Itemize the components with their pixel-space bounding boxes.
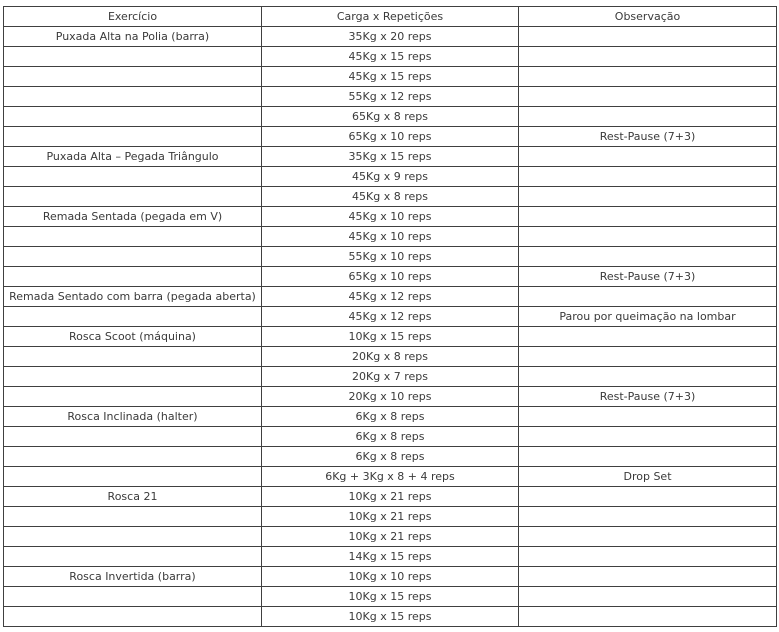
load-reps-cell: 55Kg x 10 reps: [262, 247, 519, 267]
observation-cell: Rest-Pause (7+3): [519, 267, 777, 287]
load-reps-cell: 20Kg x 7 reps: [262, 367, 519, 387]
load-reps-cell: 20Kg x 8 reps: [262, 347, 519, 367]
observation-cell: [519, 367, 777, 387]
load-reps-cell: 6Kg x 8 reps: [262, 427, 519, 447]
exercise-cell: Rosca Invertida (barra): [4, 567, 262, 587]
load-reps-cell: 45Kg x 15 reps: [262, 67, 519, 87]
exercise-cell: Remada Sentada (pegada em V): [4, 207, 262, 227]
observation-cell: Rest-Pause (7+3): [519, 127, 777, 147]
load-reps-cell: 45Kg x 10 reps: [262, 227, 519, 247]
observation-cell: [519, 507, 777, 527]
workout-log-table: [3, 6, 777, 627]
observation-cell: [519, 47, 777, 67]
exercise-cell: [4, 387, 262, 407]
table-row: [4, 607, 777, 627]
table-row: [4, 207, 777, 227]
load-reps-cell: 20Kg x 10 reps: [262, 387, 519, 407]
observation-cell: [519, 607, 777, 627]
table-header-row: [4, 7, 777, 27]
load-reps-cell: 35Kg x 20 reps: [262, 27, 519, 47]
table-row: [4, 167, 777, 187]
table-row: [4, 427, 777, 447]
load-reps-cell: 45Kg x 9 reps: [262, 167, 519, 187]
exercise-cell: Rosca 21: [4, 487, 262, 507]
exercise-cell: [4, 447, 262, 467]
exercise-cell: [4, 227, 262, 247]
load-reps-cell: 45Kg x 15 reps: [262, 47, 519, 67]
load-reps-cell: 10Kg x 15 reps: [262, 607, 519, 627]
load-reps-cell: 45Kg x 10 reps: [262, 207, 519, 227]
observation-cell: [519, 167, 777, 187]
observation-cell: [519, 187, 777, 207]
observation-cell: [519, 107, 777, 127]
table-row: [4, 547, 777, 567]
load-reps-cell: 10Kg x 15 reps: [262, 327, 519, 347]
table-row: [4, 327, 777, 347]
table-row: [4, 407, 777, 427]
table-row: [4, 147, 777, 167]
table-row: [4, 127, 777, 147]
load-reps-cell: 65Kg x 10 reps: [262, 127, 519, 147]
exercise-cell: [4, 187, 262, 207]
table-row: [4, 567, 777, 587]
observation-cell: [519, 27, 777, 47]
observation-cell: [519, 407, 777, 427]
observation-cell: [519, 287, 777, 307]
load-reps-cell: 10Kg x 21 reps: [262, 527, 519, 547]
table-row: [4, 107, 777, 127]
observation-cell: [519, 567, 777, 587]
load-reps-cell: 10Kg x 10 reps: [262, 567, 519, 587]
table-row: [4, 527, 777, 547]
load-reps-cell: 55Kg x 12 reps: [262, 87, 519, 107]
table-row: [4, 27, 777, 47]
header-exercise: Exercício: [4, 7, 262, 27]
observation-cell: [519, 587, 777, 607]
load-reps-cell: 45Kg x 12 reps: [262, 287, 519, 307]
load-reps-cell: 6Kg x 8 reps: [262, 447, 519, 467]
exercise-cell: [4, 247, 262, 267]
table-row: [4, 487, 777, 507]
table-row: [4, 267, 777, 287]
observation-cell: [519, 547, 777, 567]
exercise-cell: [4, 367, 262, 387]
header-observation: Observação: [519, 7, 777, 27]
exercise-cell: Puxada Alta – Pegada Triângulo: [4, 147, 262, 167]
load-reps-cell: 6Kg x 8 reps: [262, 407, 519, 427]
load-reps-cell: 14Kg x 15 reps: [262, 547, 519, 567]
observation-cell: [519, 147, 777, 167]
observation-cell: Parou por queimação na lombar: [519, 307, 777, 327]
exercise-cell: [4, 47, 262, 67]
load-reps-cell: 65Kg x 10 reps: [262, 267, 519, 287]
table-row: [4, 287, 777, 307]
observation-cell: [519, 67, 777, 87]
exercise-cell: [4, 307, 262, 327]
observation-cell: [519, 247, 777, 267]
observation-cell: [519, 227, 777, 247]
exercise-cell: [4, 267, 262, 287]
observation-cell: [519, 527, 777, 547]
exercise-cell: [4, 347, 262, 367]
table-row: [4, 247, 777, 267]
exercise-cell: Puxada Alta na Polia (barra): [4, 27, 262, 47]
table-row: [4, 67, 777, 87]
exercise-cell: [4, 127, 262, 147]
exercise-cell: Rosca Scoot (máquina): [4, 327, 262, 347]
table-row: [4, 587, 777, 607]
exercise-cell: [4, 547, 262, 567]
observation-cell: [519, 207, 777, 227]
observation-cell: Rest-Pause (7+3): [519, 387, 777, 407]
table-row: [4, 467, 777, 487]
table-row: [4, 47, 777, 67]
table-row: [4, 187, 777, 207]
observation-cell: [519, 327, 777, 347]
exercise-cell: [4, 507, 262, 527]
table-row: [4, 87, 777, 107]
exercise-cell: [4, 427, 262, 447]
table-row: [4, 347, 777, 367]
load-reps-cell: 6Kg + 3Kg x 8 + 4 reps: [262, 467, 519, 487]
exercise-cell: [4, 87, 262, 107]
load-reps-cell: 10Kg x 21 reps: [262, 507, 519, 527]
load-reps-cell: 45Kg x 12 reps: [262, 307, 519, 327]
load-reps-cell: 10Kg x 21 reps: [262, 487, 519, 507]
exercise-cell: Remada Sentado com barra (pegada aberta): [4, 287, 262, 307]
exercise-cell: [4, 67, 262, 87]
table-row: [4, 227, 777, 247]
table-row: [4, 507, 777, 527]
exercise-cell: [4, 167, 262, 187]
exercise-cell: [4, 587, 262, 607]
observation-cell: [519, 427, 777, 447]
observation-cell: [519, 87, 777, 107]
observation-cell: Drop Set: [519, 467, 777, 487]
load-reps-cell: 65Kg x 8 reps: [262, 107, 519, 127]
exercise-cell: [4, 607, 262, 627]
observation-cell: [519, 347, 777, 367]
table-row: [4, 307, 777, 327]
table-row: [4, 367, 777, 387]
table-row: [4, 447, 777, 467]
exercise-cell: Rosca Inclinada (halter): [4, 407, 262, 427]
header-load-reps: Carga x Repetições: [262, 7, 519, 27]
load-reps-cell: 35Kg x 15 reps: [262, 147, 519, 167]
observation-cell: [519, 447, 777, 467]
exercise-cell: [4, 467, 262, 487]
table-row: [4, 387, 777, 407]
exercise-cell: [4, 107, 262, 127]
observation-cell: [519, 487, 777, 507]
load-reps-cell: 10Kg x 15 reps: [262, 587, 519, 607]
exercise-cell: [4, 527, 262, 547]
load-reps-cell: 45Kg x 8 reps: [262, 187, 519, 207]
